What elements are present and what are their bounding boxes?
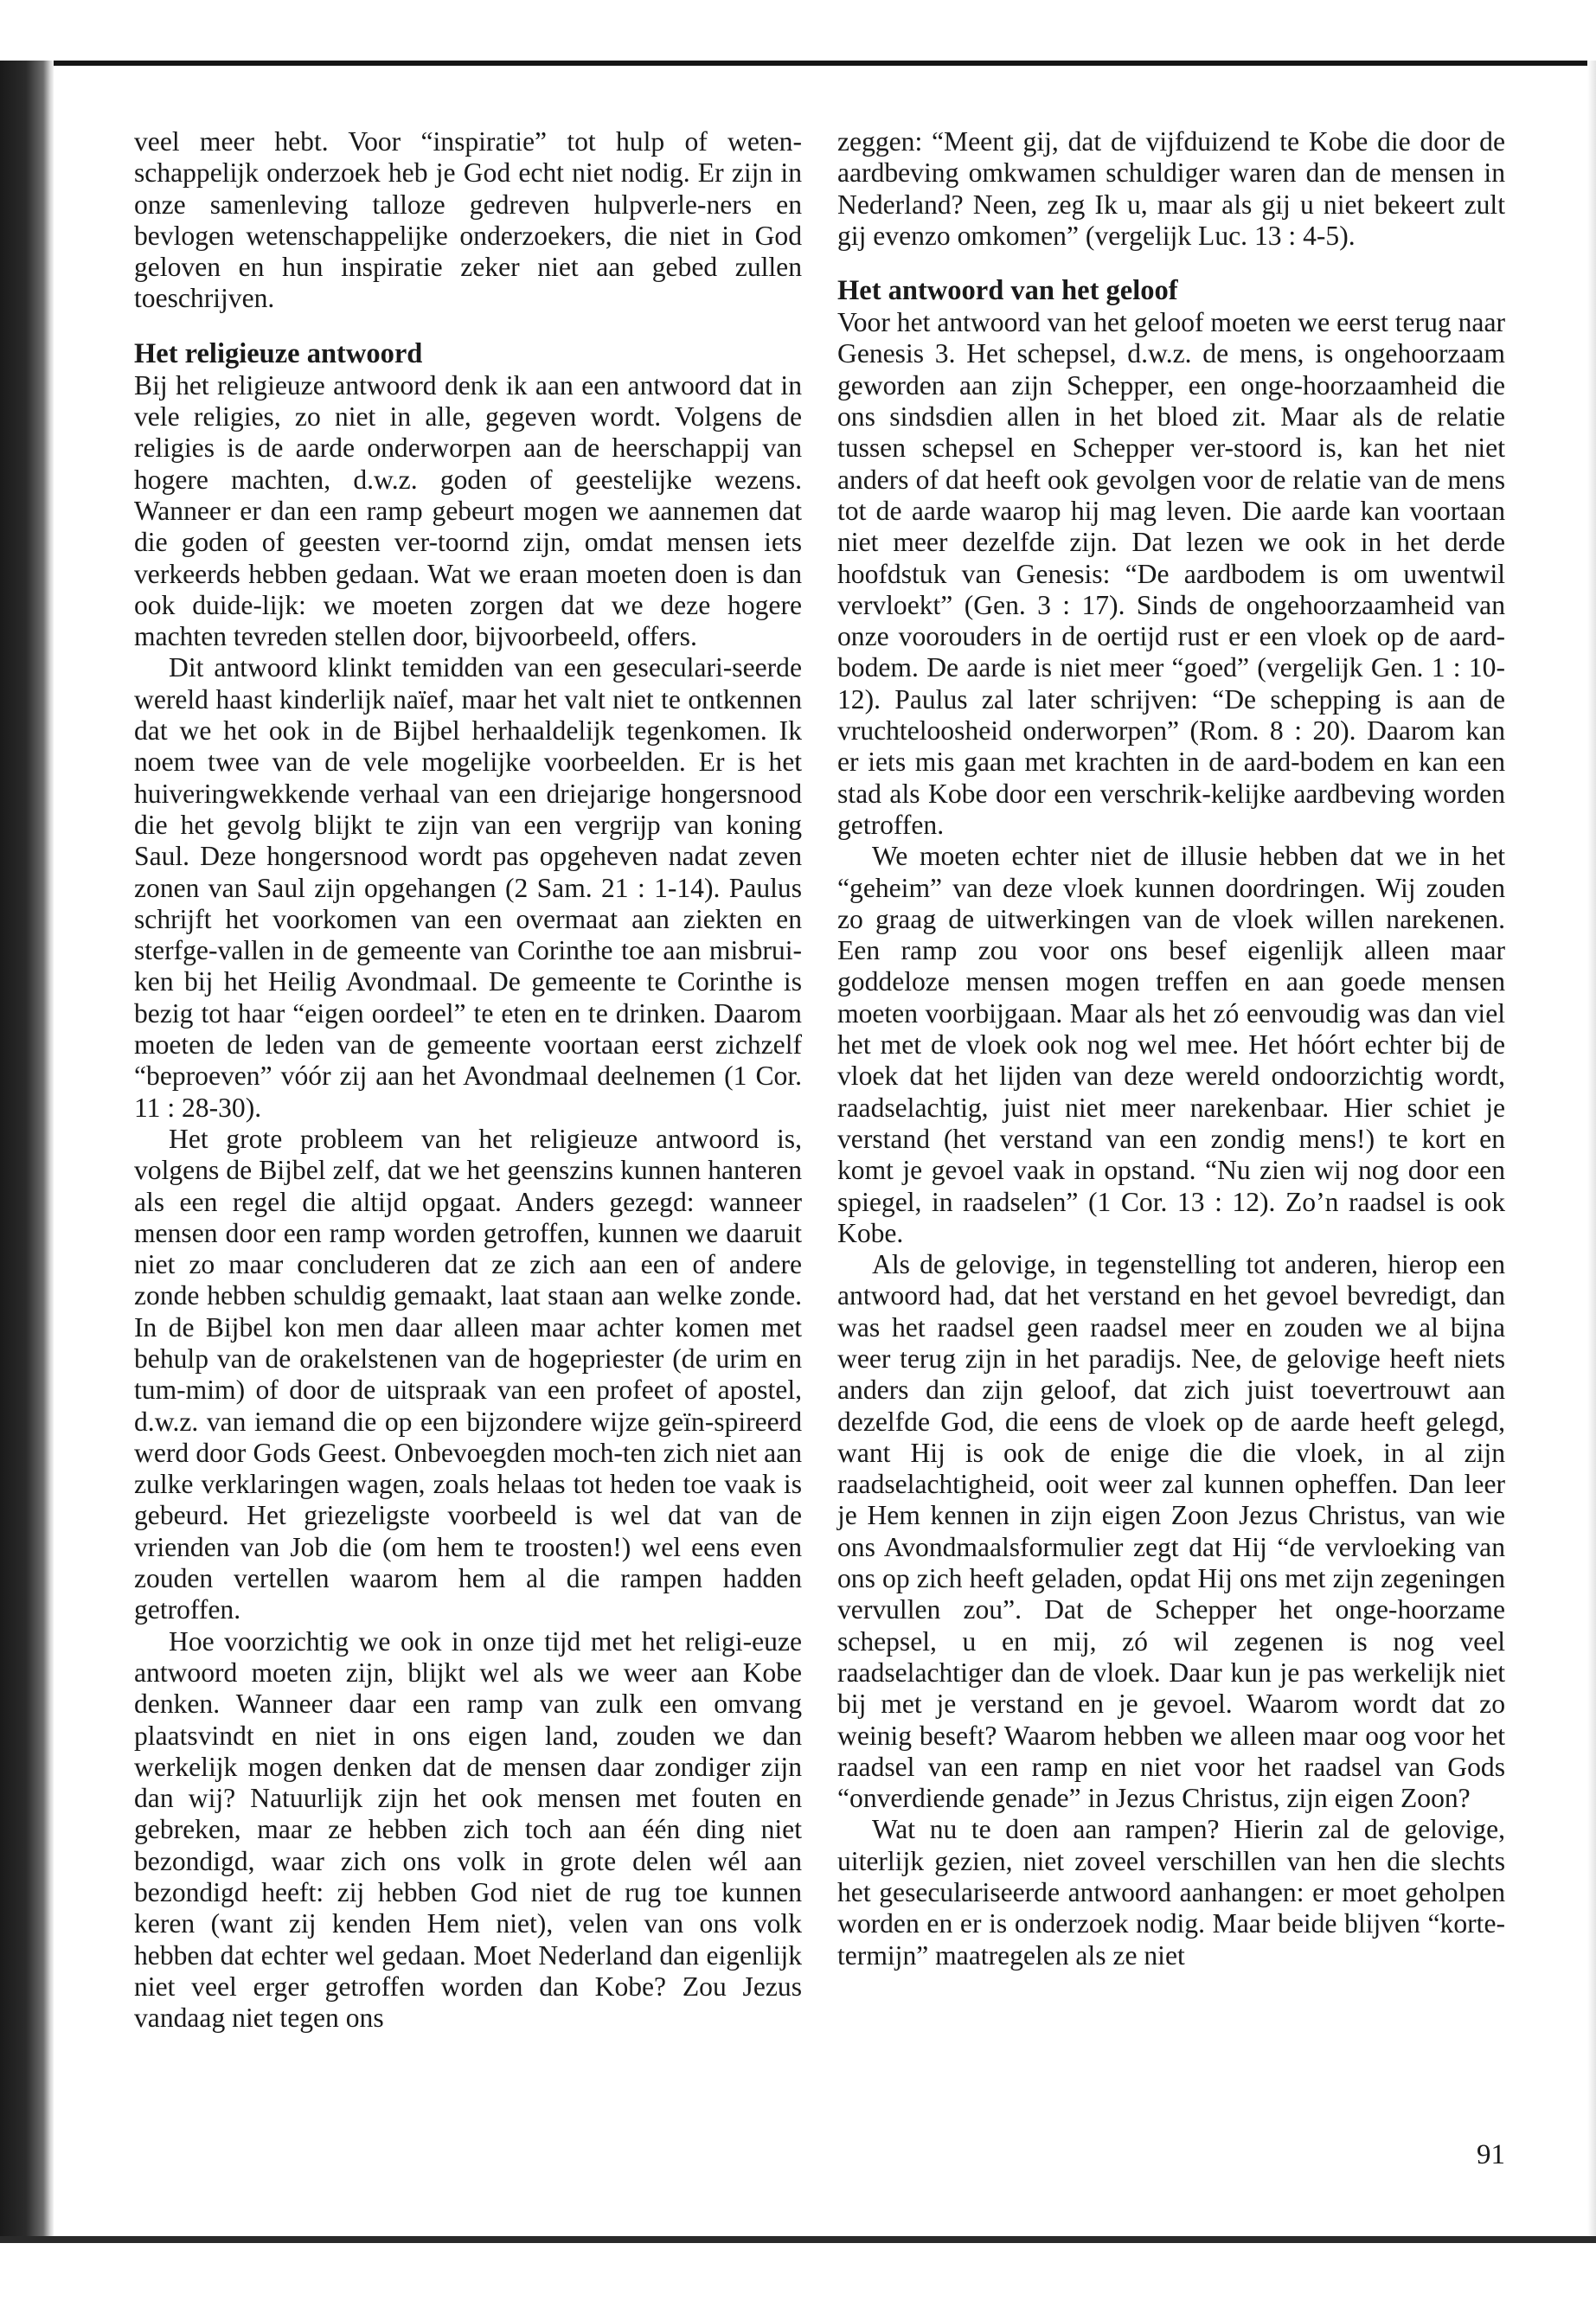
left-paragraph-5: Hoe voorzichtig we ook in onze tijd met het religi-euze antwoord moeten zijn, blijkt wel als we weer aan Kobe denken. Wanneer daar een ramp van zulk een omvang plaatsvindt en niet in ons eigen land, zouden we dan werkelijk mogen denken dat de mensen daar zondiger zijn dan wij? Natuurlijk zijn het ook mensen met fouten en gebreken, maar ze hebben zich toch aan één ding niet bezondigd, waar zich ons volk in grote delen wél aan bezondigd heeft: zij hebben God niet de rug toe kunnen keren (want zij kenden Hem niet), velen van ons volk hebben dat echter wel gedaan. Moet Nederland dan eigenlijk niet veel erger getroffen worden dan Kobe? Zou Jezus vandaag niet tegen ons — [134, 1625, 802, 2034]
scan-margin-top — [0, 0, 1596, 62]
left-paragraph-3: Dit antwoord klinkt temidden van een geseculari-seerde wereld haast kinderlijk naïef, maar het valt niet te ontkennen dat we het ook in de Bijbel herhaaldelijk tegenkomen. Ik noem twee van de vele mogelijke voorbeelden. Er is het huiveringwekkende verhaal van een driejarige hongersnood die het gevolg blijkt te zijn van een vergrijp van koning Saul. Deze hongersnood wordt pas opgeheven nadat zeven zonen van Saul zijn opgehangen (2 Sam. 21 : 1-14). Paulus schrijft het voorkomen van een overmaat aan ziekten en sterfge-vallen in de gemeente van Corinthe toe aan misbrui-ken bij het Heilig Avondmaal. De gemeente te Corinthe is bezig tot haar “eigen oordeel” te eten en te drinken. Daarom moeten de leden van de gemeente voortaan eerst zichzelf “beproeven” vóór zij aan het Avondmaal deelnemen (1 Cor. 11 : 28-30). — [134, 652, 802, 1123]
left-text-column — [134, 126, 802, 2035]
right-paragraph-5: Wat nu te doen aan rampen? Hierin zal de gelovige, uiterlijk gezien, niet zoveel verschillen van hen die slechts het geseculariseerde antwoord aanhangen: er moet geholpen worden en er is onderzoek nodig. Maar beide blijven “korte-termijn” maatregelen als ze niet — [837, 1814, 1505, 1971]
heading-antwoord-van-het-geloof: Het antwoord van het geloof — [837, 275, 1178, 307]
right-paragraph-3: We moeten echter niet de illusie hebben dat we in het “geheim” van deze vloek kunnen doordringen. Wij zouden zo graag de uitwerkingen van de vloek willen narekenen. Een ramp zou voor ons besef eigenlijk alleen maar goddeloze mensen mogen treffen en aan goede mensen moeten voorbijgaan. Maar als het zó eenvoudig was dan viel het met de vloek ook nog wel mee. Het hóórt echter bij de vloek dat het lijden van deze wereld ondoorzichtig wordt, raadselachtig, juist niet meer narekenbaar. Hier schiet je verstand (het verstand van een zondig mens!) te kort en komt je gevoel vaak in opstand. “Nu zien wij nog door een spiegel, in raadselen” (1 Cor. 13 : 12). Zo’n raadsel is ook Kobe. — [837, 841, 1505, 1248]
heading-religieuze-antwoord: Het religieuze antwoord — [134, 337, 423, 369]
book-binding-bottom-edge — [0, 2236, 1596, 2243]
left-paragraph-4: Het grote probleem van het religieuze antwoord is, volgens de Bijbel zelf, dat we het geenszins kunnen hanteren als een regel die altijd opgaat. Anders gezegd: wanneer mensen door een ramp worden getroffen, kunnen we daaruit niet zo maar concluderen dat ze zich aan een of andere zonde hebben schuldig gemaakt, laat staan aan welke zonde. In de Bijbel kon men daar alleen maar achter komen met behulp van de orakelstenen van de hogepriester (de urim en tum-mim) of door de uitspraak van een profeet of apostel, d.w.z. van iemand die op een bijzondere wijze geïn-spireerd werd door Gods Geest. Onbevoegden moch-ten zich niet aan zulke verklaringen wagen, zoals helaas tot heden toe vaak is gebeurd. Het griezeligste voorbeeld is wel dat van de vrienden van Job die (om hem te troosten!) wel eens even zouden vertellen waarom hem al die rampen hadden getroffen. — [134, 1123, 802, 1625]
right-text-column — [837, 126, 1505, 1971]
left-paragraph-2: Bij het religieuze antwoord denk ik aan een antwoord dat in vele religies, zo niet in alle, gegeven wordt. Volgens de religies is de aarde onderworpen aan de heerschappij van hogere machten, d.w.z. goden of geestelijke wezens. Wanneer er dan een ramp gebeurt mogen we aannemen dat die goden of geesten ver-toornd zijn, omdat mensen iets verkeerds hebben gedaan. Wat we eraan moeten doen is dan ook duide-lijk: we moeten zorgen dat we deze hogere machten tevreden stellen door, bijvoorbeeld, offers. — [134, 369, 802, 652]
book-binding-top-edge — [0, 61, 1596, 66]
book-spine-shadow — [0, 61, 54, 2240]
left-paragraph-1: veel meer hebt. Voor “inspiratie” tot hulp of weten-schappelijk onderzoek heb je God echt niet nodig. Er zijn in onze samenleving talloze gedreven hulpverle-ners en bevlogen wetenschappelijke onderzoekers, die niet in God geloven en hun inspiratie zeker niet aan gebed zullen toeschrijven. — [134, 126, 802, 314]
page-number: 91 — [1477, 2139, 1505, 2170]
right-paragraph-1: zeggen: “Meent gij, dat de vijfduizend te Kobe die door de aardbeving omkwamen schuldiger waren dan de mensen in Nederland? Neen, zeg Ik u, maar als gij u niet bekeert zult gij evenzo omkomen” (vergelijk Luc. 13 : 4-5). — [837, 126, 1505, 251]
page-right-edge — [1587, 61, 1596, 2240]
right-paragraph-2: Voor het antwoord van het geloof moeten we eerst terug naar Genesis 3. Het schepsel, d.w.z. de mens, is ongehoorzaam geworden aan zijn Schepper, een onge-hoorzaamheid die ons sindsdien allen in het bloed zit. Maar als de relatie tussen schepsel en Schepper ver-stoord is, kan het niet anders of dat heeft ook gevolgen voor de relatie van de mens tot de aarde waarop hij mag leven. Die aarde kan voortaan niet meer dezelfde zijn. Dat lezen we ook in het derde hoofdstuk van Genesis: “De aardbodem is om uwentwil vervloekt” (Gen. 3 : 17). Sinds de ongehoorzaamheid van onze voorouders in de oertijd rust er een vloek op de aard-bodem. De aarde is niet meer “goed” (vergelijk Gen. 1 : 10-12). Paulus zal later schrijven: “De schepping is aan de vruchteloosheid onderworpen” (Rom. 8 : 20). Daarom kan er iets mis gaan met krachten in de aard-bodem en kan een stad als Kobe door een verschrik-kelijke aardbeving worden getroffen. — [837, 307, 1505, 840]
right-paragraph-4: Als de gelovige, in tegenstelling tot anderen, hierop een antwoord had, dat het verstand en het gevoel bevredigt, dan was het raadsel geen raadsel meer en zouden we al bijna weer terug zijn in het paradijs. Nee, de gelovige heeft niets anders dan zijn geloof, dat zich juist toevertrouwt aan dezelfde God, die eens de vloek op de aarde heeft gelegd, want Hij is ook de enige die die vloek, in al zijn raadselachtigheid, ooit weer zal kunnen opheffen. Dan leer je Hem kennen in zijn eigen Zoon Jezus Christus, van wie ons Avondmaalsformulier zegt dat Hij “de vervloeking van ons op zich heeft geladen, opdat Hij ons met zijn zegeningen vervullen zou”. Dat de Schepper het onge-hoorzame schepsel, u en mij, zó wil zegenen is nog veel raadselachtiger dan de vloek. Daar kun je pas werkelijk niet bij met je verstand en je gevoel. Waarom wordt dat zo weinig beseft? Waarom hebben we alleen maar oog voor het raadsel van een ramp en niet voor het raadsel van Gods “onverdiende genade” in Jezus Christus, zijn eigen Zoon? — [837, 1249, 1505, 1814]
